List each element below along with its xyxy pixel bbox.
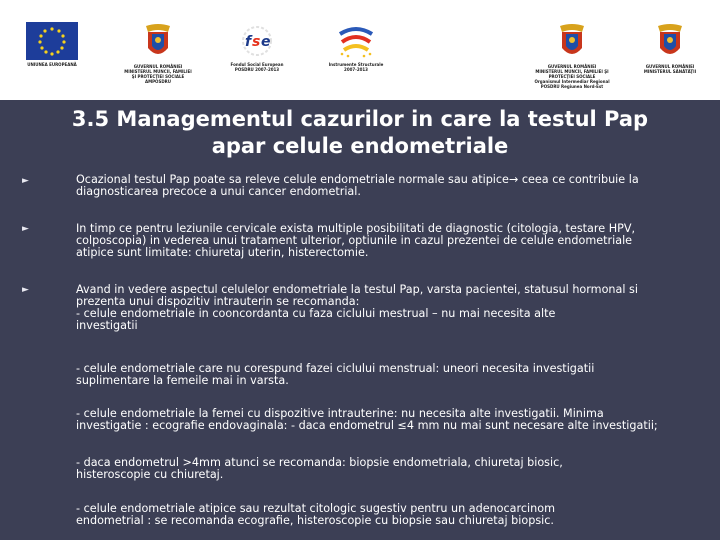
logo-caption: UNIUNEA EUROPEANĂ [27,62,77,67]
logo-ministry-labour [108,22,208,84]
svg-text:f: f [245,34,252,50]
romania-coat-of-arms-icon [656,22,684,62]
logo-strip [0,0,720,100]
bullet-arrow-icon: ► [22,176,29,186]
bullet-text: In timp ce pentru leziunile cervicale exista multiple posibilitati de diagnostic (citologia, testare HPV, colposcopia) in vederea unui tratament ulterior, optiunile in cazul prezentei de celule endometriale atipice sunt limitate: chiuretaj uterin, histerectomie. [76,222,636,259]
fse-logo-icon [235,22,279,60]
logo-caption: Fondul Social European POSDRU 2007-2013 [230,62,284,72]
logo-caption: Instrumente Structurale 2007-2013 [328,62,384,72]
slide-title: 3.5 Managementul cazurilor in care la testul Pap apar celule endometriale [71,107,649,158]
bullet-arrow-icon: ► [22,285,29,295]
logo-instrumente-structurale [306,22,406,72]
bullet-text: Avand in vedere aspectul celulelor endometriale la testul Pap, varsta pacientei, statusul hormonal si prezenta unui dispozitiv intrauterin se recomanda: - celule endometriale in cooncordanta cu faza ciclului mestrual – nu mai necesita alte investigatii [76,283,638,332]
sub-item-text: - celule endometriale la femei cu dispozitive intrauterine: nu necesita alte investigatii. Minima investigatie : ecografie endovaginala: - daca endometrul ≤4 mm nu mai sunt necesare alte investigatii; [76,407,658,432]
bullet-text: Ocazional testul Pap poate sa releve celule endometriale normale sau atipice→ ceea ce contribuie la diagnosticarea precoce a unui cancer endometrial. [76,173,639,198]
logo-ministry-health [620,22,720,74]
sub-item-text: - celule endometriale atipice sau rezultat citologic sugestiv pentru un adenocarcinom endometrial : se recomanda ecografie, histeroscopie cu biopsie sau chiuretaj biopsic. [76,502,555,527]
logo-caption: GUVERNUL ROMÂNIEI MINISTERUL MUNCII, FAMILIEI ŞI PROTECŢIEI SOCIALE Organismul Intermediar Regional POSDRU Regiunea Nord-Est [534,64,610,89]
instrumente-structurale-icon [334,22,378,60]
romania-coat-of-arms-icon [144,22,172,62]
svg-text:e: e [261,34,271,50]
eu-flag-icon [26,22,78,60]
logo-eu [2,22,102,67]
sub-item-text: - daca endometrul >4mm atunci se recomanda: biopsie endometriala, chiuretaj biosic, histeroscopie cu chiuretaj. [76,456,563,481]
romania-coat-of-arms-icon [558,22,586,62]
logo-fse [207,22,307,72]
logo-caption: GUVERNUL ROMÂNIEI MINISTERUL MUNCII, FAMILIEI ŞI PROTECŢIEI SOCIALE AMPOSDRU [124,64,192,84]
logo-ministry-labour-regional [522,22,622,89]
logo-caption: GUVERNUL ROMÂNIEI MINISTERUL SĂNĂTĂŢII [643,64,697,74]
svg-text:s: s [252,34,261,50]
bullet-arrow-icon: ► [22,224,29,234]
sub-item-text: - celule endometriale care nu corespund fazei ciclului menstrual: uneori necesita investigatii suplimentare la femeile mai in varsta. [76,362,595,387]
